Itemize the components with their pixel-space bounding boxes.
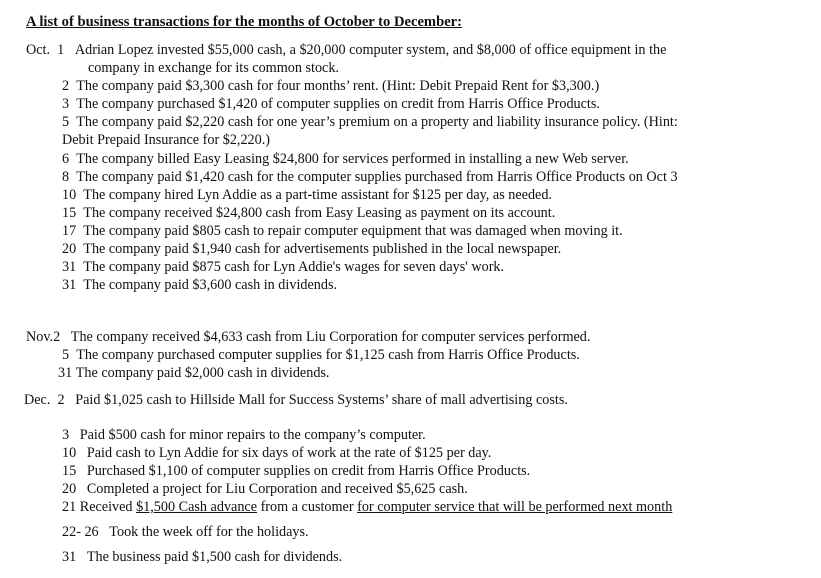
entry-text-underlined-service: for computer service that will be performed next month [357,499,673,515]
day: 2 [53,329,61,345]
day: 10 [62,445,77,461]
day: 2 [62,78,70,94]
dec-entry-3 [62,427,426,443]
oct-entry-1 [26,42,666,58]
entry-text: The business paid $1,500 cash for dividends. [86,549,343,565]
entry-text: The company hired Lyn Addie as a part-time assistant for $125 per day, as needed. [83,187,552,203]
oct-entry-31a [62,259,504,275]
nov-entry-2 [26,329,590,345]
day: 17 [62,223,77,239]
entry-text: Took the week off for the holidays. [109,524,309,540]
entry-text: The company purchased computer supplies for $1,125 cash from Harris Office Products. [76,347,580,363]
entry-text: Adrian Lopez invested $55,000 cash, a $20,000 computer system, and $8,000 of office equipment in the [74,42,667,58]
entry-text: The company paid $875 cash for Lyn Addie's wages for seven days' work. [83,259,505,275]
day: 5 [62,114,70,130]
entry-text: Completed a project for Liu Corporation and received $5,625 cash. [86,481,468,497]
day: 20 [62,481,77,497]
entry-text: The company paid $1,940 cash for advertisements published in the local newspaper. [83,241,562,257]
day: 31 [62,277,77,293]
day: 1 [57,42,65,58]
entry-text-underlined-amount: $1,500 Cash advance [136,499,258,515]
dec-entry-20 [62,481,468,497]
entry-text: The company paid $3,600 cash in dividends. [83,277,338,293]
entry-text-middle: from a customer [257,499,358,515]
oct-entry-6 [62,151,629,167]
oct-entry-3 [62,96,600,112]
month-label: Nov. [26,329,54,345]
oct-entry-10 [62,187,552,203]
entry-text: The company received $24,800 cash from Easy Leasing as payment on its account. [83,205,556,221]
oct-entry-5-cont: Debit Prepaid Insurance for $2,220.) [62,132,271,148]
entry-text: The company paid $1,420 cash for the computer supplies purchased from Harris Office Products on Oct 3 [76,169,678,185]
day: 31 [62,549,77,565]
day: 6 [62,151,70,167]
document-title: A list of business transactions for the months of October to December: [26,14,463,30]
day: 31 [58,365,73,381]
day: 5 [62,347,70,363]
oct-entry-31b [62,277,337,293]
dec-entry-31 [62,549,342,565]
day: 15 [62,205,77,221]
entry-text: The company paid $2,220 cash for one year’s premium on a property and liability insurance policy. (Hint: [76,114,678,130]
entry-text: The company received $4,633 cash from Liu Corporation for computer services performed. [70,329,591,345]
dec-entry-22-26 [62,524,309,540]
oct-entry-15 [62,205,555,221]
entry-text: The company billed Easy Leasing $24,800 for services performed in installing a new Web server. [76,151,629,167]
oct-entry-17 [62,223,623,239]
nov-entry-31 [58,365,329,381]
entry-text: Paid $1,025 cash to Hillside Mall for Success Systems’ share of mall advertising costs. [75,392,568,408]
day: 22- 26 [62,524,99,540]
entry-text-prefix: Received [79,499,137,515]
day: 3 [62,427,70,443]
month-label: Dec. [24,392,51,408]
oct-entry-8 [62,169,678,185]
day: 15 [62,463,77,479]
dec-entry-15 [62,463,530,479]
entry-text: The company paid $805 cash to repair computer equipment that was damaged when moving it. [83,223,623,239]
oct-entry-20 [62,241,561,257]
entry-text: The company purchased $1,420 of computer supplies on credit from Harris Office Products. [76,96,600,112]
day: 31 [62,259,77,275]
month-label: Oct. [26,42,51,58]
oct-entry-2 [62,78,599,94]
day: 2 [57,392,65,408]
entry-text: Paid $500 cash for minor repairs to the company’s computer. [79,427,426,443]
day: 20 [62,241,77,257]
entry-text: The company paid $2,000 cash in dividends. [75,365,330,381]
dec-entry-21 [62,499,672,515]
entry-text: Purchased $1,100 of computer supplies on credit from Harris Office Products. [86,463,531,479]
dec-entry-2 [24,392,568,408]
dec-entry-10 [62,445,491,461]
day: 10 [62,187,77,203]
day: 8 [62,169,70,185]
oct-entry-5 [62,114,678,130]
entry-text: Paid cash to Lyn Addie for six days of work at the rate of $125 per day. [86,445,492,461]
day: 21 [62,499,77,515]
oct-entry-1-cont: company in exchange for its common stock. [88,60,339,76]
entry-text: The company paid $3,300 cash for four months’ rent. (Hint: Debit Prepaid Rent for $3,300.) [76,78,600,94]
nov-entry-5 [62,347,580,363]
day: 3 [62,96,70,112]
